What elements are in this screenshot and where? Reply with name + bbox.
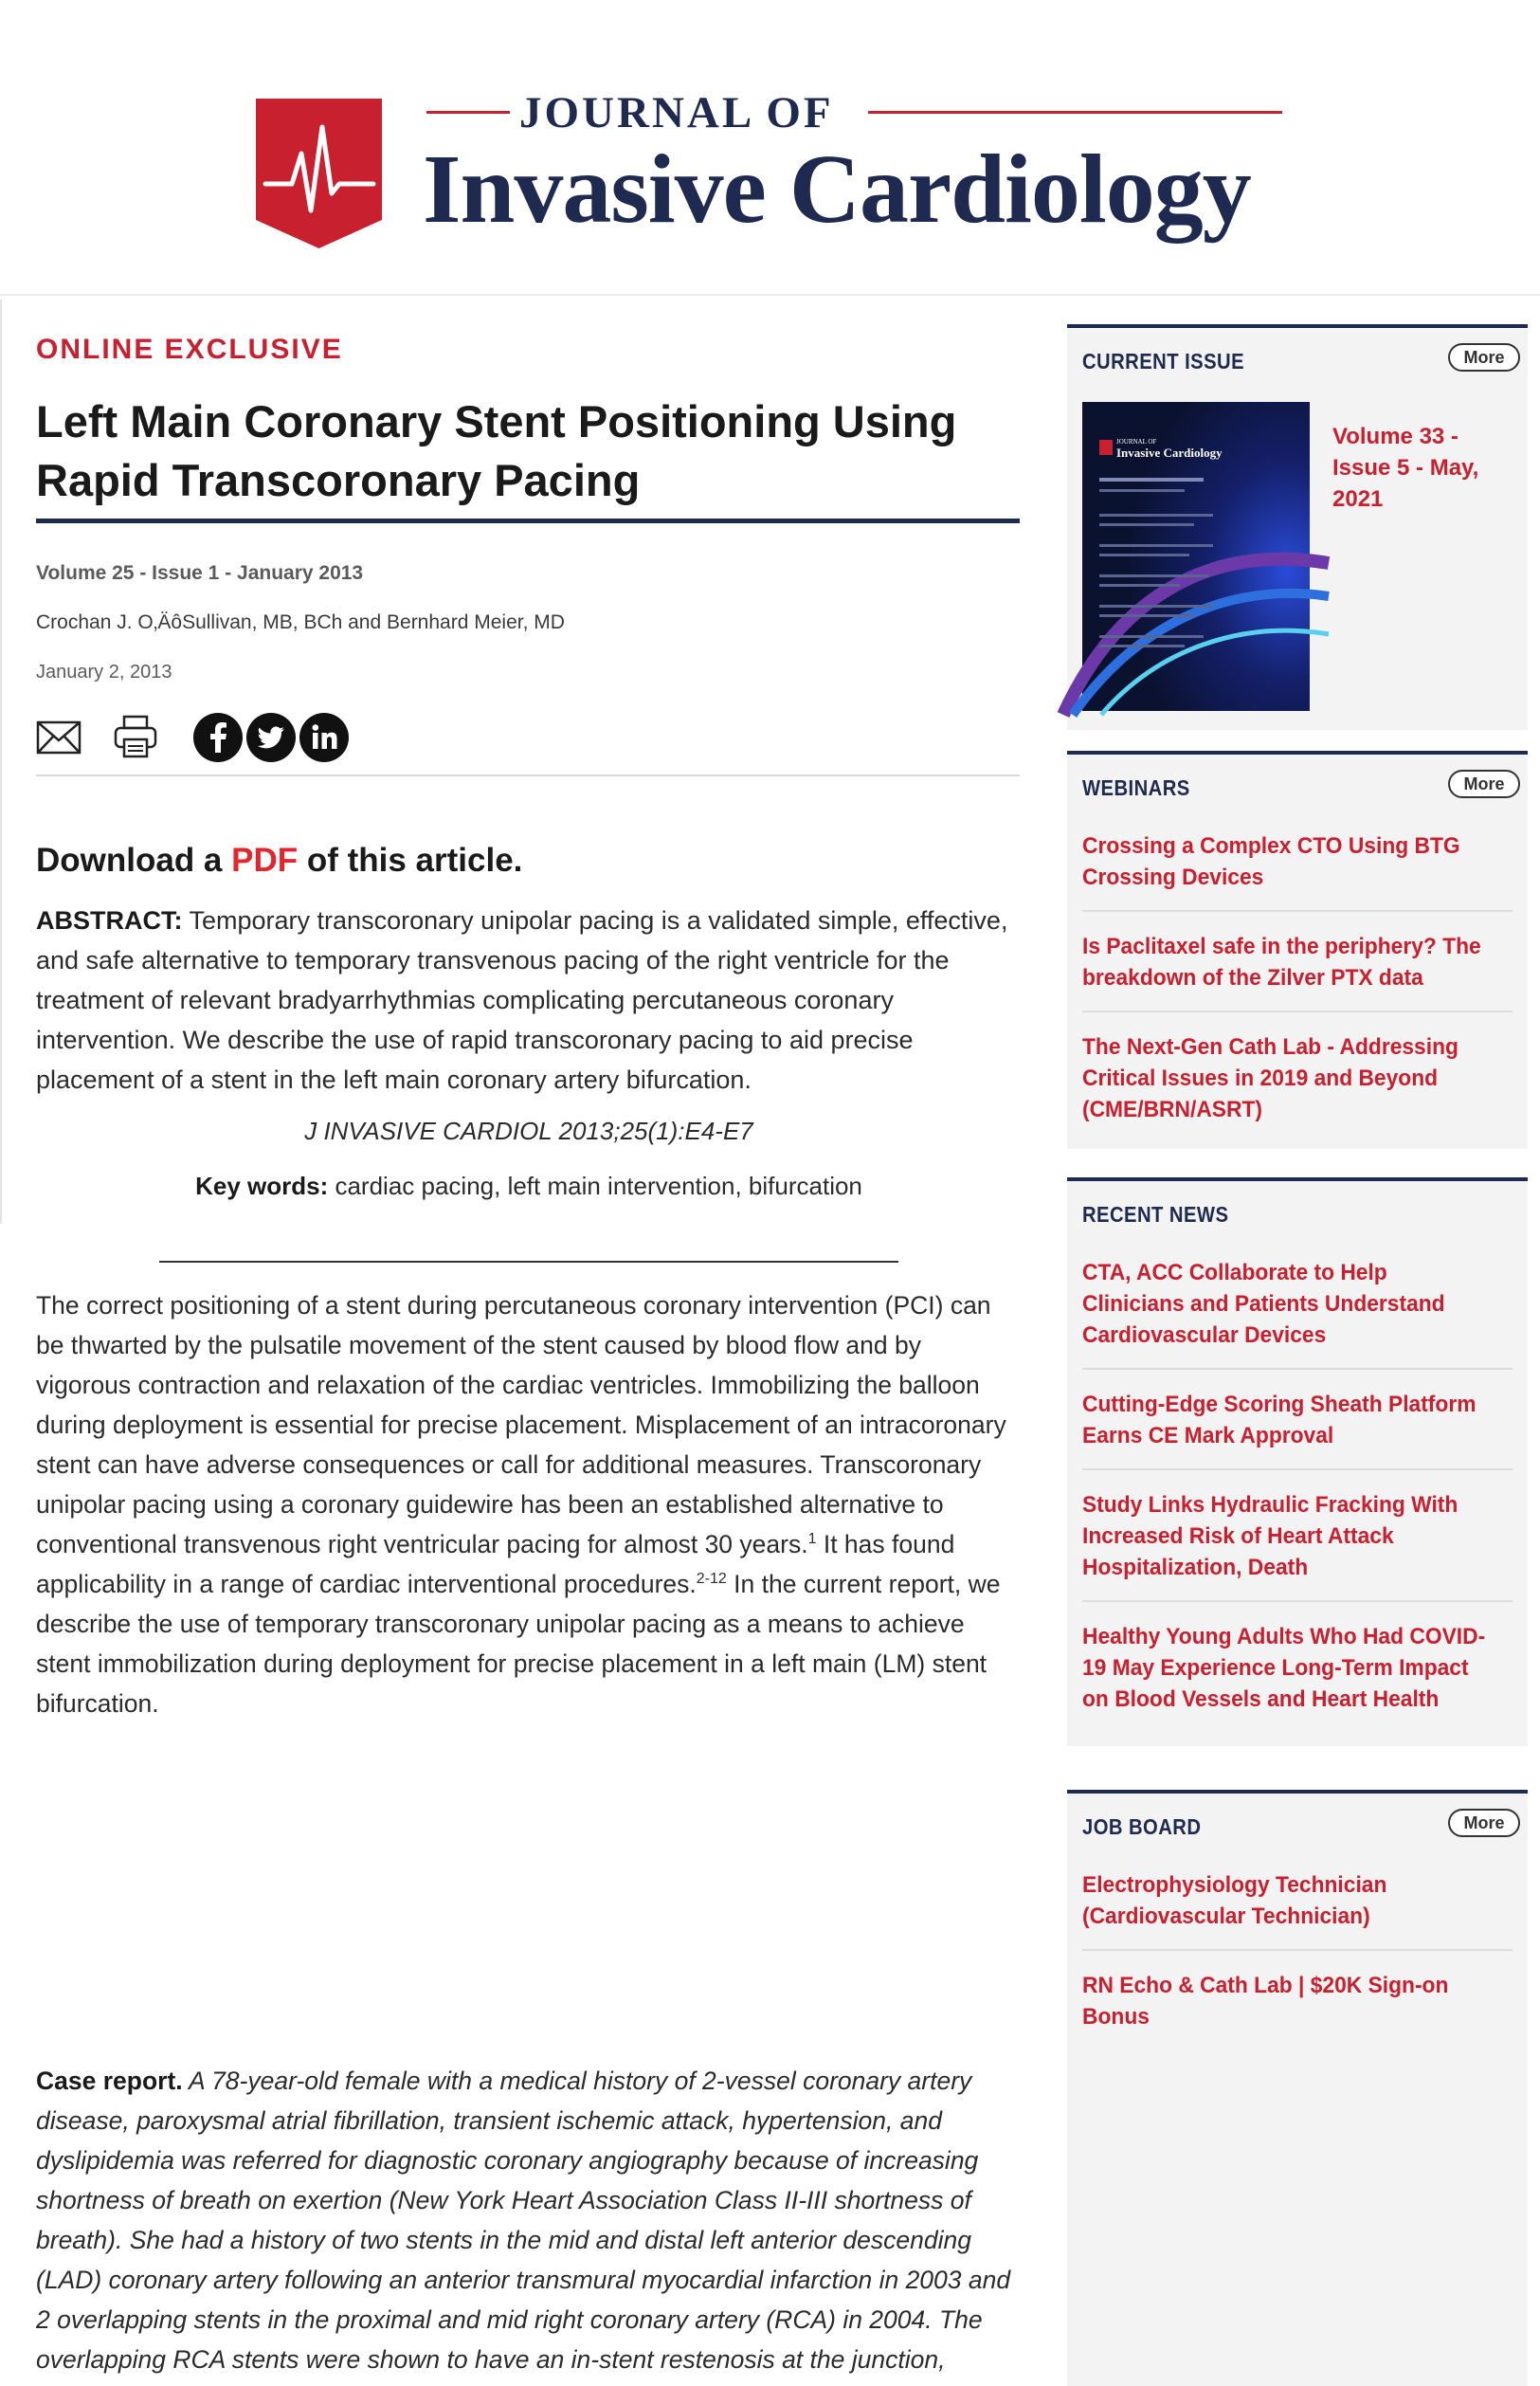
intro-text-1: The correct positioning of a stent during percutaneous coronary intervention (PCI) can be thwarted by the pulsatile movement of the stent caused by blood flow and by vigorous contraction and relaxation of the cardiac ventricles. Immobilizing the balloon during deployment is essential for precise placement. Misplacement of an intracoronary stent can have adverse consequences or call for additional measures. Transcoronary unipolar pacing using a coronary guidewire has been an established alternative to conventional transvenous right ventricular pacing for almost 30 years.	[36, 1291, 1006, 1558]
reference-2-12[interactable]: 2-12	[696, 1571, 727, 1588]
logo-rule-right	[868, 111, 1282, 114]
article-kicker: ONLINE EXCLUSIVE	[36, 334, 343, 365]
case-report-paragraph	[36, 2061, 1022, 2379]
recent-news-heading: RECENT NEWS	[1082, 1202, 1229, 1227]
job-board-heading: JOB BOARD	[1082, 1814, 1202, 1839]
job-link[interactable]: Electrophysiology Technician (Cardiovascular Technician)	[1082, 1872, 1387, 1929]
logo-rule-left	[426, 111, 510, 114]
share-toolbar	[36, 713, 358, 762]
cover-journal-of: JOURNAL OF	[1116, 438, 1157, 446]
job-board-more-button[interactable]: More	[1448, 1809, 1520, 1837]
download-prefix: Download a	[36, 842, 232, 879]
title-divider	[36, 519, 1020, 523]
case-report-text: A 78-year-old female with a medical history of 2-vessel coronary artery disease, paroxysmal atrial fibrillation, transient ischemic attack, hypertension, and dyslipidemia was referred for diagnostic coronary angiography because of increasing shortness of breath on exertion (New York Heart Association Class II-III shortness of breath). She had a history of two stents in the mid and distal left anterior descending (LAD) coronary artery following an anterior transmural myocardial infarction in 2003 and 2 overlapping stents in the proximal and mid right coronary artery (RCA) in 2004. The overlapping RCA stents were shown to have an in-stent restenosis at the junction,	[36, 2067, 1011, 2374]
job-board-list	[1082, 1850, 1513, 2049]
abstract-label: ABSTRACT:	[36, 906, 183, 935]
pdf-download-link[interactable]: PDF	[231, 842, 299, 879]
download-suffix: of this article.	[298, 842, 523, 879]
list-item	[1082, 1012, 1513, 1142]
list-item	[1082, 1951, 1513, 2049]
column-rule	[0, 300, 2, 1224]
news-link[interactable]: Healthy Young Adults Who Had COVID-19 May Experience Long-Term Impact on Blood Vessels and Heart Health	[1082, 1624, 1486, 1712]
share-divider	[36, 774, 1020, 776]
webinars-more-button[interactable]: More	[1448, 770, 1520, 798]
job-board-widget	[1067, 1790, 1528, 2386]
news-link[interactable]: Cutting-Edge Scoring Sheath Platform Earns CE Mark Approval	[1082, 1392, 1477, 1448]
intro-paragraph	[36, 1285, 1022, 1723]
keywords-label: Key words:	[195, 1172, 329, 1200]
current-issue-more-button[interactable]: More	[1448, 343, 1520, 372]
keywords	[36, 1172, 1022, 1201]
mail-icon[interactable]	[36, 720, 82, 759]
print-icon[interactable]	[114, 715, 157, 763]
logo-title[interactable]: Invasive Cardiology	[423, 135, 1251, 244]
masthead	[0, 0, 1540, 296]
webinar-link[interactable]: The Next-Gen Cath Lab - Addressing Critical Issues in 2019 and Beyond (CME/BRN/ASRT)	[1082, 1034, 1458, 1122]
heart-pulse-logo-icon[interactable]	[256, 99, 382, 248]
recent-news-list	[1082, 1238, 1513, 1732]
list-item	[1082, 1238, 1513, 1370]
list-item	[1082, 1370, 1513, 1470]
case-report-label: Case report.	[36, 2067, 183, 2095]
intro-text-2: It has found applicability in a range of cardiac interventional procedures.	[36, 1530, 955, 1598]
webinars-widget	[1067, 751, 1528, 1149]
keywords-text: cardiac pacing, left main intervention, bifurcation	[328, 1172, 862, 1200]
list-item	[1082, 1470, 1513, 1602]
webinars-heading: WEBINARS	[1082, 775, 1190, 800]
list-item	[1082, 811, 1513, 912]
logo-journal-of: JOURNAL OF	[519, 88, 834, 137]
recent-news-widget	[1067, 1177, 1528, 1746]
current-issue-widget	[1067, 324, 1528, 730]
news-link[interactable]: Study Links Hydraulic Fracking With Increased Risk of Heart Attack Hospitalization, Death	[1082, 1492, 1458, 1580]
list-item	[1082, 912, 1513, 1012]
webinars-list	[1082, 811, 1513, 1142]
webinar-link[interactable]: Is Paclitaxel safe in the periphery? The breakdown of the Zilver PTX data	[1082, 934, 1481, 991]
webinar-link[interactable]: Crossing a Complex CTO Using BTG Crossing Devices	[1082, 833, 1460, 890]
article-title: Left Main Coronary Stent Positioning Using Rapid Transcoronary Pacing	[36, 396, 957, 505]
intro-text-3: In the current report, we describe the use of temporary transcoronary unipolar pacing as a means to achieve stent immobilization during deployment for precise placement in a left main (LM) stent bifurcation.	[36, 1570, 1001, 1718]
article-volume-link[interactable]: Volume 25 - Issue 1 - January 2013	[36, 562, 364, 584]
list-item	[1082, 1850, 1513, 1951]
current-issue-cover[interactable]	[1082, 402, 1310, 711]
list-item	[1082, 1602, 1513, 1732]
linkedin-icon[interactable]	[299, 713, 349, 767]
current-issue-link[interactable]: Volume 33 - Issue 5 - May, 2021	[1332, 424, 1479, 512]
section-separator	[159, 1261, 898, 1263]
abstract	[36, 901, 1022, 1100]
job-link[interactable]: RN Echo & Cath Lab | $20K Sign-on Bonus	[1082, 1973, 1449, 2030]
article-authors: Crochan J. O‚ÄôSullivan, MB, BCh and Bernhard Meier, MD	[36, 611, 565, 633]
citation: J INVASIVE CARDIOL 2013;25(1):E4-E7	[304, 1117, 753, 1145]
cover-title: Invasive Cardiology	[1116, 446, 1223, 460]
reference-1[interactable]: 1	[807, 1531, 817, 1548]
twitter-icon[interactable]	[246, 713, 296, 767]
article-date: January 2, 2013	[36, 662, 172, 683]
current-issue-heading: CURRENT ISSUE	[1082, 349, 1245, 373]
abstract-text: Temporary transcoronary unipolar pacing is a validated simple, effective, and safe alternative to temporary transvenous pacing of the right ventricle for the treatment of relevant bradyarrhythmias complicating percutaneous coronary intervention. We describe the use of rapid transcoronary pacing to aid precise placement of a stent in the left main coronary artery bifurcation.	[36, 906, 1008, 1094]
facebook-icon[interactable]	[193, 713, 243, 767]
news-link[interactable]: CTA, ACC Collaborate to Help Clinicians and Patients Understand Cardiovascular Devices	[1082, 1260, 1445, 1348]
download-pdf-line	[36, 842, 522, 880]
